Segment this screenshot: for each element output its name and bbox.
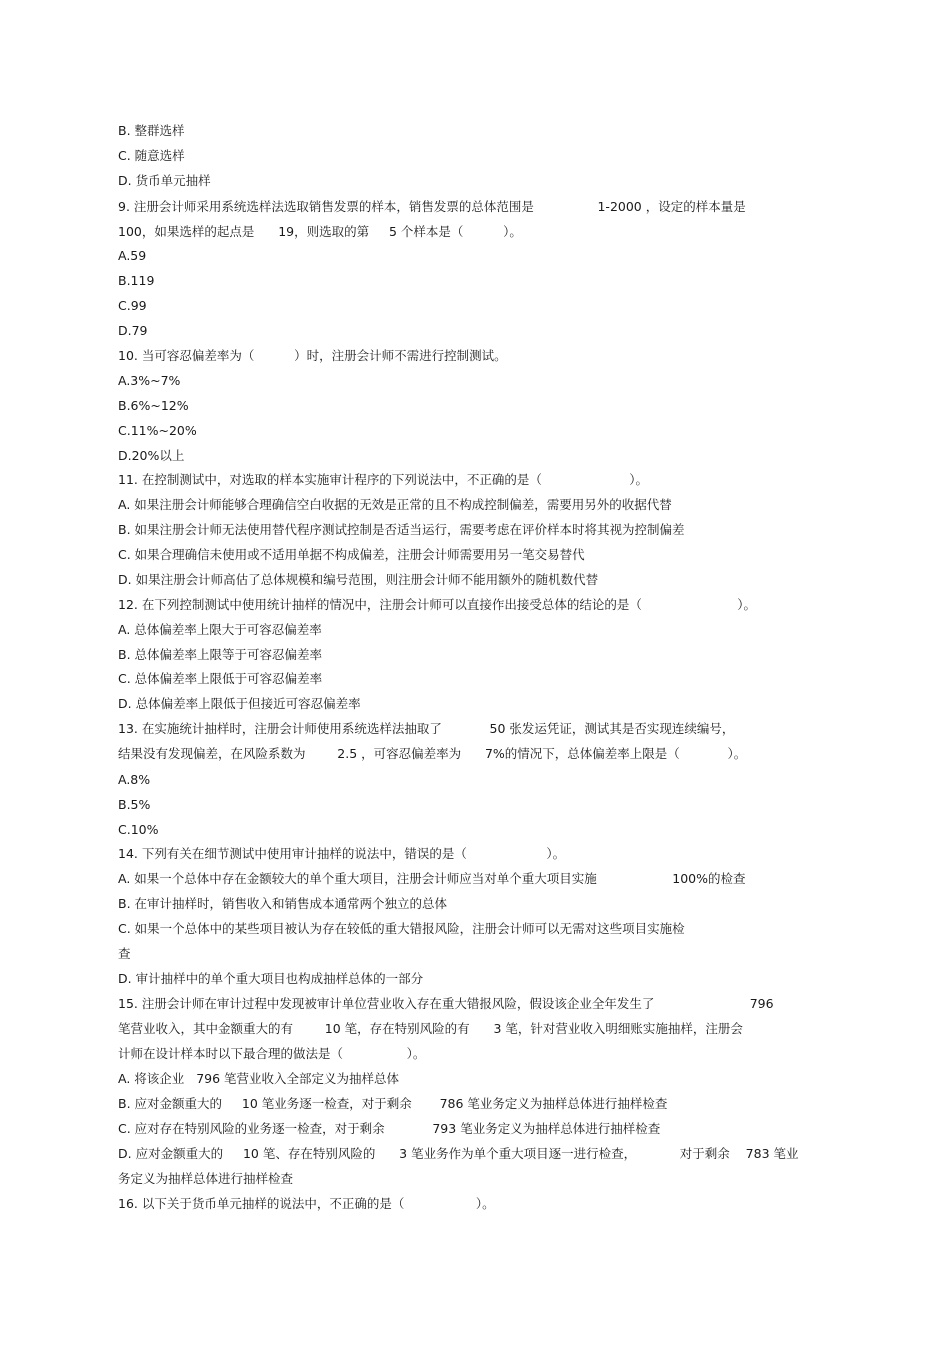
q14-option-c-line-2: 查 — [118, 946, 131, 961]
q14-option-b: B. 在审计抽样时，销售收入和销售成本通常两个独立的总体 — [118, 896, 448, 911]
question-9-line-1: 9. 注册会计师采用系统选样法选取销售发票的样本，销售发票的总体范围是 1-2000 ，设定的样本量是 — [118, 199, 746, 214]
question-15-line-2: 笔营业收入，其中金额重大的有 10 笔，存在特别风险的有 3 笔，针对营业收入明细账实施抽样，注册会 — [118, 1021, 743, 1036]
q12-option-b: B. 总体偏差率上限等于可容忍偏差率 — [118, 647, 323, 662]
q10-option-c: C.11%~20% — [118, 423, 197, 438]
q14-option-c-line-1: C. 如果一个总体中的某些项目被认为存在较低的重大错报风险，注册会计师可以无需对这些项目实施检 — [118, 921, 685, 936]
q12-option-d: D. 总体偏差率上限低于但接近可容忍偏差率 — [118, 696, 361, 711]
question-12: 12. 在下列控制测试中使用统计抽样的情况中，注册会计师可以直接作出接受总体的结论的是（ ）。 — [118, 597, 756, 612]
question-13-line-1: 13. 在实施统计抽样时，注册会计师使用系统选样法抽取了 50 张发运凭证，测试其是否实现连续编号， — [118, 721, 735, 736]
q9-option-d: D.79 — [118, 323, 148, 338]
q15-option-d-line-2: 务定义为抽样总体进行抽样检查 — [118, 1171, 294, 1186]
q12-option-c: C. 总体偏差率上限低于可容忍偏差率 — [118, 671, 323, 686]
question-16: 16. 以下关于货币单元抽样的说法中，不正确的是（ ）。 — [118, 1196, 495, 1211]
q9-option-c: C.99 — [118, 298, 147, 313]
question-13-line-2: 结果没有发现偏差，在风险系数为 2.5 ，可容忍偏差率为 7%的情况下，总体偏差率上限是（ ）。 — [118, 746, 747, 761]
q9-option-b: B.119 — [118, 273, 155, 288]
question-10: 10. 当可容忍偏差率为（ ）时，注册会计师不需进行控制测试。 — [118, 348, 507, 363]
q14-option-d: D. 审计抽样中的单个重大项目也构成抽样总体的一部分 — [118, 971, 424, 986]
q11-option-a: A. 如果注册会计师能够合理确信空白收据的无效是正常的且不构成控制偏差，需要用另外的收据代替 — [118, 497, 672, 512]
q13-option-a: A.8% — [118, 772, 151, 787]
question-11: 11. 在控制测试中，对选取的样本实施审计程序的下列说法中，不正确的是（ ）。 — [118, 472, 649, 487]
q15-option-d-line-1: D. 应对金额重大的 10 笔、存在特别风险的 3 笔业务作为单个重大项目逐一进行检查， 对于剩余 783 笔业 — [118, 1146, 799, 1161]
q11-option-c: C. 如果合理确信未使用或不适用单据不构成偏差，注册会计师需要用另一笔交易替代 — [118, 547, 585, 562]
option-b-cluster: B. 整群选样 — [118, 123, 185, 138]
q9-option-a: A.59 — [118, 248, 147, 263]
question-14: 14. 下列有关在细节测试中使用审计抽样的说法中，错误的是（ ）。 — [118, 846, 566, 861]
q11-option-b: B. 如果注册会计师无法使用替代程序测试控制是否适当运行，需要考虑在评价样本时将其视为控制偏差 — [118, 522, 685, 537]
q10-option-a: A.3%~7% — [118, 373, 181, 388]
q13-option-b: B.5% — [118, 797, 151, 812]
q10-option-d: D.20%以上 — [118, 448, 185, 463]
question-15-line-3: 计师在设计样本时以下最合理的做法是（ ）。 — [118, 1046, 426, 1061]
q15-option-b: B. 应对金额重大的 10 笔业务逐一检查，对于剩余 786 笔业务定义为抽样总体进行抽样检查 — [118, 1096, 668, 1111]
q15-option-a: A. 将该企业 796 笔营业收入全部定义为抽样总体 — [118, 1071, 400, 1086]
q11-option-d: D. 如果注册会计师高估了总体规模和编号范围，则注册会计师不能用额外的随机数代替 — [118, 572, 599, 587]
q15-option-c: C. 应对存在特别风险的业务逐一检查，对于剩余 793 笔业务定义为抽样总体进行抽样检查 — [118, 1121, 661, 1136]
q12-option-a: A. 总体偏差率上限大于可容忍偏差率 — [118, 622, 322, 637]
question-15-line-1: 15. 注册会计师在审计过程中发现被审计单位营业收入存在重大错报风险，假设该企业全年发生了 796 — [118, 996, 774, 1011]
question-9-line-2: 100，如果选样的起点是 19，则选取的第 5 个样本是（ ）。 — [118, 224, 522, 239]
option-d-monetary-unit: D. 货币单元抽样 — [118, 173, 211, 188]
q10-option-b: B.6%~12% — [118, 398, 189, 413]
option-c-haphazard: C. 随意选样 — [118, 148, 185, 163]
q13-option-c: C.10% — [118, 822, 159, 837]
q14-option-a: A. 如果一个总体中存在金额较大的单个重大项目，注册会计师应当对单个重大项目实施 100%的检查 — [118, 871, 746, 886]
